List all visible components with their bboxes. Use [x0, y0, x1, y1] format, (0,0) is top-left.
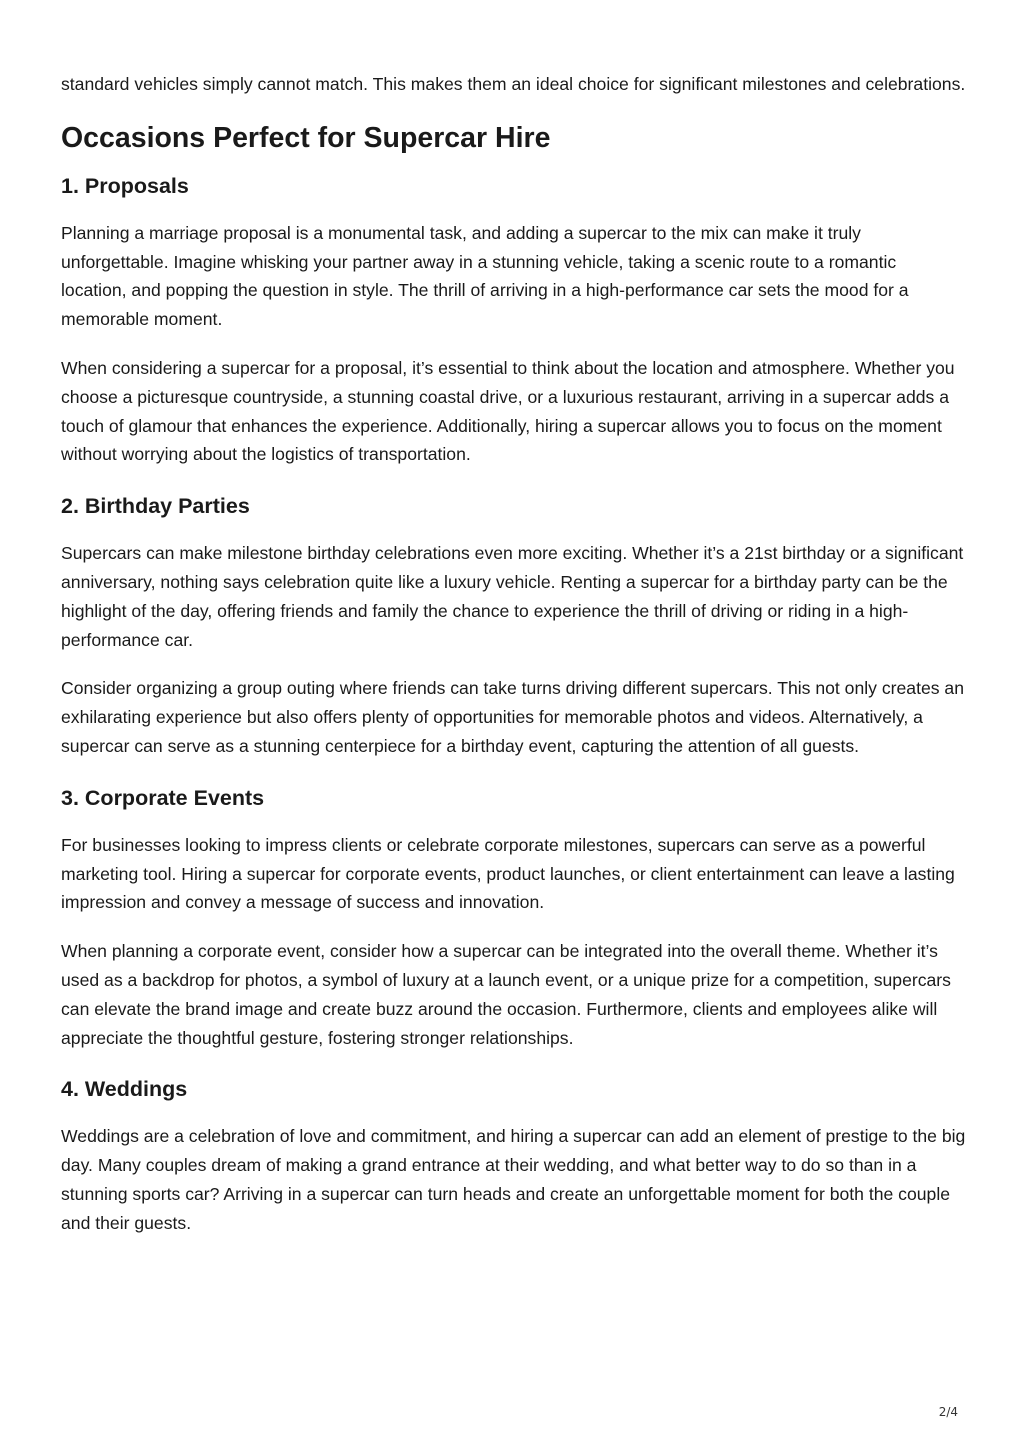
section-corporate-events	[61, 783, 966, 1053]
page-number: 2/4	[938, 1405, 958, 1419]
section-weddings	[61, 1074, 966, 1237]
paragraph-weddings-1: Weddings are a celebration of love and commitment, and hiring a supercar can add an element of prestige to the big day. Many couples dream of making a grand entrance at their wedding, and what better way to do so than in a stunning sports car? Arriving in a supercar can turn heads and create an unforgettable moment for both the couple and their guests.	[61, 1126, 966, 1233]
paragraph-birthday-1: Supercars can make milestone birthday celebrations even more exciting. Whether it’s a 21st birthday or a significant anniversary, nothing says celebration quite like a luxury vehicle. Renting a supercar for a birthday party can be the highlight of the day, offering friends and family the chance to experience the thrill of driving or riding in a high-performance car.	[61, 543, 964, 650]
subheading-corporate-events: 3. Corporate Events	[61, 785, 265, 810]
section-heading-occasions: Occasions Perfect for Supercar Hire	[61, 121, 551, 154]
subheading-weddings: 4. Weddings	[61, 1077, 188, 1102]
section-birthday-parties	[61, 491, 966, 761]
intro-paragraph: standard vehicles simply cannot match. This makes them an ideal choice for significant milestones and celebrations.	[61, 74, 966, 94]
paragraph-proposals-1: Planning a marriage proposal is a monumental task, and adding a supercar to the mix can make it truly unforgettable. Imagine whisking your partner away in a stunning vehicle, taking a scenic route to a romantic location, and popping the question in style. The thrill of arriving in a high-performance car sets the mood for a memorable moment.	[61, 222, 909, 330]
paragraph-corporate-2: When planning a corporate event, consider how a supercar can be integrated into the overall theme. Whether it’s used as a backdrop for photos, a symbol of luxury at a launch event, or a unique prize for a competition, supercars can elevate the brand image and create buzz around the occasion. Furthermore, clients and employees alike will appreciate the thoughtful gesture, fostering stronger relationships.	[61, 941, 951, 1048]
subheading-birthday-parties: 2. Birthday Parties	[61, 494, 250, 519]
subheading-proposals: 1. Proposals	[61, 173, 189, 198]
paragraph-corporate-1: For businesses looking to impress clients or celebrate corporate milestones, supercars can serve as a powerful marketing tool. Hiring a supercar for corporate events, product launches, or client entertainment can leave a lasting impression and convey a message of success and innovation.	[61, 834, 955, 913]
document-page	[61, 70, 966, 1260]
paragraph-proposals-2: When considering a supercar for a proposal, it’s essential to think about the location and atmosphere. Whether you choose a picturesque countryside, a stunning coastal drive, or a luxurious restaurant, arriving in a supercar adds a touch of glamour that enhances the experience. Additionally, hiring a supercar allows you to focus on the moment without worrying about the logistics of transportation.	[61, 357, 955, 465]
section-proposals	[61, 171, 966, 469]
paragraph-birthday-2: Consider organizing a group outing where friends can take turns driving different supercars. This not only creates an exhilarating experience but also offers plenty of opportunities for memorable photos and videos. Alternatively, a supercar can serve as a stunning centerpiece for a birthday event, capturing the attention of all guests.	[61, 678, 965, 756]
